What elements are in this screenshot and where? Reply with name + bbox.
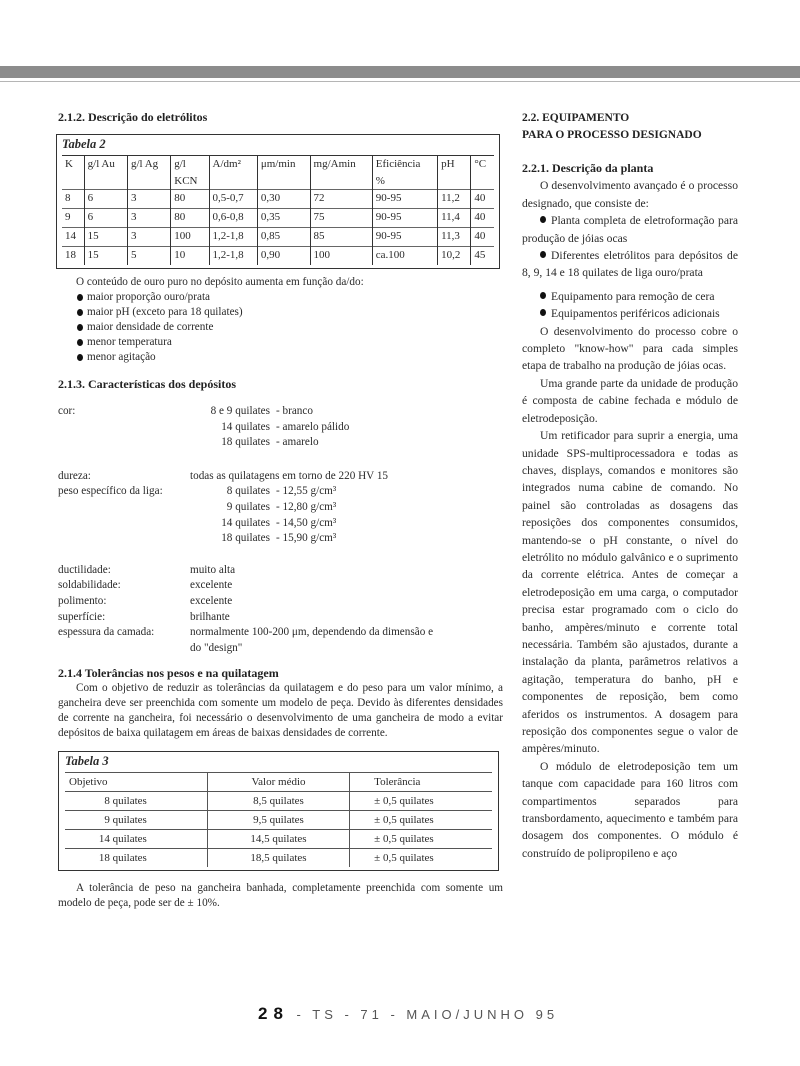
table-2-header-cell: mg/Amin	[310, 156, 372, 173]
table-2-header-row-2	[62, 173, 494, 190]
table-3-cell: 14 quilates	[65, 830, 207, 849]
plant-para-3: Uma grande parte da unidade de produção é composta de cabine fechada e módulo de eletrodeposição.	[522, 376, 738, 425]
table-2-header-cell	[438, 173, 471, 190]
peso-row	[190, 531, 336, 547]
table-3-cell: 8,5 quilates	[207, 792, 349, 811]
table-2-cell: 11,2	[438, 190, 471, 209]
table-2-header-cell: °C	[471, 156, 494, 173]
section-2-1-3-title: 2.1.3. Características dos depósitos	[58, 377, 236, 391]
property-label: soldabilidade:	[58, 579, 121, 592]
peso-label: peso específico da liga:	[58, 485, 163, 498]
gold-content-item: maior pH (exceto para 18 quilates)	[76, 305, 503, 320]
table-2-cell: 1,2-1,8	[209, 247, 257, 266]
table-2-cell: 8	[62, 190, 84, 209]
plant-list-item	[522, 305, 738, 322]
peso-values	[190, 484, 336, 546]
table-2-header-cell: g/l Au	[84, 156, 127, 173]
table-3	[58, 751, 499, 871]
table-2-cell: 18	[62, 247, 84, 266]
table-3-header-cell: Objetivo	[65, 773, 207, 792]
table-2-cell: 85	[310, 228, 372, 247]
table-3-cell: 18,5 quilates	[207, 849, 349, 868]
cor-values	[190, 404, 349, 451]
table-2-cell: 40	[471, 228, 494, 247]
table-2-cell: 72	[310, 190, 372, 209]
table-2-cell: 9	[62, 209, 84, 228]
plant-list-item	[522, 288, 738, 305]
table-3-cell: 9 quilates	[65, 811, 207, 830]
table-3-caption: Tabela 3	[65, 754, 109, 769]
table-2-cell: 0,85	[257, 228, 310, 247]
plant-list-b	[522, 288, 738, 323]
table-2-cell: 0,6-0,8	[209, 209, 257, 228]
table-3-cell: 14,5 quilates	[207, 830, 349, 849]
peso-quilates: 8 quilates	[226, 485, 270, 498]
table-2-cell: 100	[310, 247, 372, 266]
cor-quilates: 18 quilates	[221, 436, 270, 449]
table-2-caption: Tabela 2	[62, 137, 106, 151]
plant-list-text: Equipamentos periféricos adicionais	[551, 307, 720, 321]
plant-para-4: Um retificador para suprir a energia, uma unidade SPS-multiprocessadora e todas as chaves, displays, comandos e monitores são integrados numa cabine de comando. No painel são controladas as dosagens das reposições dos componentes consumidos, mantendo-se o pH constante, o nível do eletrólito no módulo galvânico e o suprimento da corrente elétrica. Antes de começar a eletrodeposição em uma carga, o computador precisa estar programado com o ciclo do banho, ampères/minuto e corrente total necessária. Também são ajustados, durante a instalação da planta, parâmetros relativos a agitação, temperatura do banho, pH e componentes de reposição, bem como aferidos os instrumentos. A dosagem para reposição dos componentes segue o valor de ampères/minuto.	[522, 429, 738, 756]
table-2-header-cell	[62, 173, 84, 190]
plant-list-item	[522, 212, 738, 247]
header-bar	[0, 66, 800, 78]
table-3-header-cell: Valor médio	[207, 773, 349, 792]
cor-value: - amarelo	[276, 436, 319, 449]
bullet-icon	[540, 216, 546, 223]
table-2-header-cell: K	[62, 156, 84, 173]
property-label: espessura da camada:	[58, 626, 155, 639]
plant-list-text: Diferentes eletrólitos para depósitos de 8, 9, 14 e 18 quilates de liga ouro/prata	[522, 249, 738, 280]
section-2-1-4-title: 2.1.4 Tolerâncias nos pesos e na quilatagem	[58, 666, 279, 681]
table-2-header-cell	[209, 173, 257, 190]
right-column	[522, 110, 738, 862]
table-2-header-cell	[257, 173, 310, 190]
plant-list-text: Planta completa de eletroformação para produção de jóias ocas	[522, 214, 738, 245]
plant-para-2: O desenvolvimento do processo cobre o completo "know-how" para cada simples etapa de trabalho na produção de jóias ocas.	[522, 324, 738, 373]
table-2-cell: 40	[471, 190, 494, 209]
table-3-row	[65, 811, 492, 830]
peso-row	[190, 484, 336, 500]
table-2-cell: 45	[471, 247, 494, 266]
table-3-cell: ± 0,5 quilates	[350, 849, 492, 868]
bullet-icon	[540, 309, 546, 316]
table-2-cell: 15	[84, 247, 127, 266]
table-2-cell: 5	[127, 247, 170, 266]
left-column	[58, 110, 503, 911]
property-value: normalmente 100-200 μm, dependendo da dimensão e	[190, 626, 434, 639]
peso-value: - 14,50 g/cm³	[276, 516, 337, 529]
table-2-cell: 0,35	[257, 209, 310, 228]
table-2-cell: 80	[171, 190, 209, 209]
page-footer	[258, 1004, 558, 1024]
peso-value: - 12,80 g/cm³	[276, 500, 337, 513]
dureza-label: dureza:	[58, 469, 91, 482]
issue-info: - TS - 71 - MAIO/JUNHO 95	[296, 1007, 559, 1022]
closing-text: A tolerância de peso na gancheira banhada, completamente preenchida com somente um modelo de peça, pode ser de ± 10%.	[58, 882, 503, 910]
table-2-cell: 10	[171, 247, 209, 266]
property-row	[58, 563, 503, 579]
table-2-row	[62, 190, 494, 209]
cor-value: - branco	[276, 405, 313, 417]
table-2-cell: 6	[84, 209, 127, 228]
table-2-header-cell: A/dm²	[209, 156, 257, 173]
property-label: polimento:	[58, 594, 107, 607]
property-row	[58, 578, 503, 594]
table-2-row	[62, 247, 494, 266]
peso-value: - 15,90 g/cm³	[276, 532, 337, 545]
peso-row	[190, 500, 336, 516]
plant-para-5: O módulo de eletrodeposição tem um tanque com capacidade para 160 litros com compartimentos separados para transbordamento, aquecimento e também para dosagem dos componentes. O módulo é construído de polipropileno e aço	[522, 759, 738, 860]
cor-quilates: 8 e 9 quilates	[210, 405, 270, 417]
table-3-header-row	[65, 773, 492, 792]
table-2-cell: 40	[471, 209, 494, 228]
peso-quilates: 18 quilates	[221, 532, 270, 545]
property-value: do "design"	[190, 641, 243, 654]
bullet-icon	[540, 292, 546, 299]
property-row	[58, 641, 503, 657]
table-2-header-cell: g/l	[171, 156, 209, 173]
header-rule	[0, 81, 800, 82]
table-2-cell: 10,2	[438, 247, 471, 266]
property-value: muito alta	[190, 563, 236, 576]
table-2-cell: 90-95	[372, 209, 437, 228]
table-2-cell: 3	[127, 228, 170, 247]
cor-row	[190, 435, 349, 451]
table-2-row	[62, 228, 494, 247]
property-row	[58, 594, 503, 610]
plant-list-item	[522, 247, 738, 282]
table-3-cell: 8 quilates	[65, 792, 207, 811]
gold-content-item: maior densidade de corrente	[76, 320, 503, 335]
table-2-cell: 90-95	[372, 228, 437, 247]
table-2-header-cell: Eficiência	[372, 156, 437, 173]
dureza-value: todas as quilatagens em torno de 220 HV 15	[190, 469, 389, 482]
table-2-row	[62, 209, 494, 228]
table-2	[56, 134, 500, 269]
gold-content-intro: O conteúdo de ouro puro no depósito aumenta em função da/do:	[76, 276, 364, 288]
property-list	[58, 563, 503, 657]
table-3-cell: 18 quilates	[65, 849, 207, 868]
table-2-cell: 6	[84, 190, 127, 209]
section-2-2-1-title: 2.2.1. Descrição da planta	[522, 161, 654, 175]
table-2-cell: 11,4	[438, 209, 471, 228]
table-2-cell: 90-95	[372, 190, 437, 209]
gold-content-item: maior proporção ouro/prata	[76, 290, 503, 305]
table-2-header-cell: KCN	[171, 173, 209, 190]
table-3-row	[65, 792, 492, 811]
cor-row	[190, 404, 349, 420]
peso-quilates: 14 quilates	[221, 516, 270, 529]
property-value: brilhante	[190, 610, 230, 623]
table-3-cell: ± 0,5 quilates	[350, 830, 492, 849]
property-value: excelente	[190, 594, 233, 607]
section-2-2-title-line2: PARA O PROCESSO DESIGNADO	[522, 129, 702, 141]
bullet-icon	[540, 251, 546, 258]
table-2-cell: 1,2-1,8	[209, 228, 257, 247]
table-2-cell: 100	[171, 228, 209, 247]
plant-intro: O desenvolvimento avançado é o processo designado, que consiste de:	[522, 179, 738, 210]
section-2-1-2-title: 2.1.2. Descrição do eletrólitos	[58, 110, 208, 124]
table-3-grid	[65, 772, 492, 867]
cor-label: cor:	[58, 405, 76, 417]
table-3-header-cell: Tolerância	[350, 773, 492, 792]
table-2-cell: 11,3	[438, 228, 471, 247]
table-2-header-cell	[84, 173, 127, 190]
peso-row	[190, 516, 336, 532]
peso-quilates: 9 quilates	[226, 500, 270, 513]
table-2-cell: 3	[127, 190, 170, 209]
table-3-cell: ± 0,5 quilates	[350, 811, 492, 830]
table-2-cell: 80	[171, 209, 209, 228]
table-2-header-cell: g/l Ag	[127, 156, 170, 173]
table-2-header-cell	[471, 173, 494, 190]
table-2-cell: ca.100	[372, 247, 437, 266]
table-2-header-cell	[310, 173, 372, 190]
table-2-header-cell: μm/min	[257, 156, 310, 173]
table-3-row	[65, 830, 492, 849]
table-2-cell: 0,90	[257, 247, 310, 266]
table-2-header-row	[62, 156, 494, 173]
deposit-characteristics	[58, 404, 503, 656]
peso-value: - 12,55 g/cm³	[276, 485, 337, 498]
table-3-cell: 9,5 quilates	[207, 811, 349, 830]
table-3-cell: ± 0,5 quilates	[350, 792, 492, 811]
section-2-2-title-line1: 2.2. EQUIPAMENTO	[522, 112, 630, 124]
property-label	[58, 641, 190, 657]
cor-value: - amarelo pálido	[276, 420, 350, 433]
gold-content-item: menor agitação	[76, 350, 503, 365]
table-2-cell: 0,5-0,7	[209, 190, 257, 209]
property-label: superfície:	[58, 610, 106, 623]
section-2-1-4-text: Com o objetivo de reduzir as tolerâncias da quilatagem e do peso para um valor mínimo, a gancheira deve ser preenchida com somente um modelo de peça. Devido às diferentes densidades de corrente na gancheira, foi necessário o desenvolvimento de uma gancheira de modo a evitar depósitos de baixa quilatagem em áreas de baixas densidades de corrente.	[58, 682, 503, 740]
table-2-header-cell: %	[372, 173, 437, 190]
table-2-cell: 0,30	[257, 190, 310, 209]
cor-quilates: 14 quilates	[221, 420, 270, 433]
table-2-cell: 75	[310, 209, 372, 228]
property-label: ductilidade:	[58, 563, 111, 576]
table-3-row	[65, 849, 492, 868]
gold-content-item: menor temperatura	[76, 335, 503, 350]
page-number: 28	[258, 1004, 289, 1023]
plant-list-text: Equipamento para remoção de cera	[551, 289, 715, 303]
cor-row	[190, 420, 349, 436]
plant-list-a	[522, 212, 738, 282]
property-value: excelente	[190, 579, 233, 592]
table-2-header-cell: pH	[438, 156, 471, 173]
property-row	[58, 625, 503, 641]
table-2-cell: 15	[84, 228, 127, 247]
table-2-grid	[62, 155, 494, 265]
table-2-cell: 3	[127, 209, 170, 228]
property-row	[58, 610, 503, 626]
table-2-header-cell	[127, 173, 170, 190]
table-2-cell: 14	[62, 228, 84, 247]
gold-content-list	[76, 290, 503, 365]
